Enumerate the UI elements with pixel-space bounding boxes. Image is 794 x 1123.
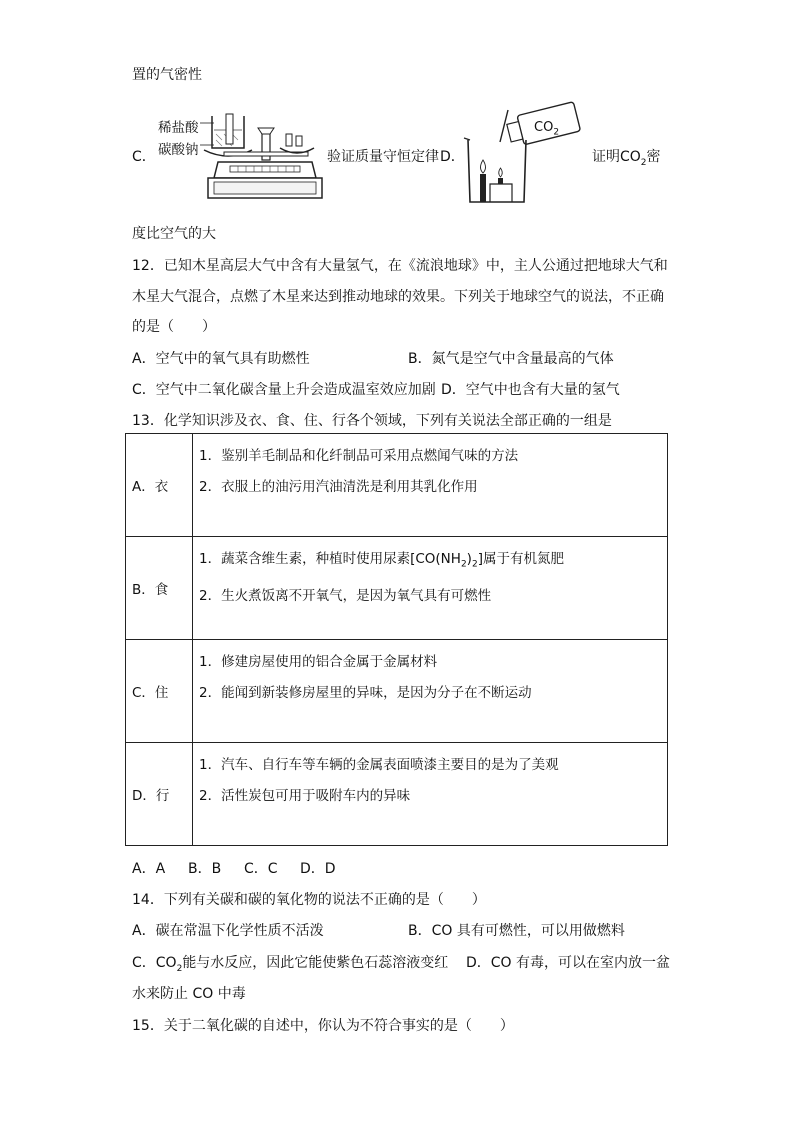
q12-stem-line3: 的是（ ） [132,319,216,335]
statement-2: 2．能闻到新装修房屋里的异味，是因为分子在不断运动 [199,685,532,701]
statement-1: 1．汽车、自行车等车辆的金属表面喷漆主要目的是为了美观 [199,757,559,773]
table-row [126,743,668,846]
q11-option-c-caption: 验证质量守恒定律 [327,149,439,165]
table-row [126,640,668,743]
q12-stem-line1: 12．已知木星高层大气中含有大量氢气，在《流浪地球》中，主人公通过把地球大气和 [132,258,668,274]
q12-option-c: C．空气中二氧化碳含量上升会造成温室效应加剧 [132,382,436,398]
q12-option-a: A．空气中的氧气具有助燃性 [132,351,310,367]
co2-bottle-label: $CO_2$ [534,120,560,138]
statement-1: 1．蔬菜含维生素，种植时使用尿素$[CO(NH_2)_2]$属于有机氮肥 [199,551,564,570]
row-statements [193,640,668,743]
hydrochloric-acid-label: 稀盐酸 [158,120,199,136]
co2-candle-figure [460,98,590,210]
q11-line-tail: 置的气密性 [132,67,202,83]
q12-option-d: D．空气中也含有大量的氢气 [441,382,620,398]
q13-answer-c: C．C [244,861,278,877]
q14-option-c: C．$CO_2$能与水反应，因此它能使紫色石蕊溶液变红 [132,955,449,974]
statement-2: 2．衣服上的油污用汽油清洗是利用其乳化作用 [199,479,478,495]
q13-answer-d: D．D [300,861,336,877]
q11-option-c-label: C． [132,149,156,165]
table-row [126,434,668,537]
q13-table [125,433,668,846]
sodium-carbonate-label: 碳酸钠 [158,142,199,158]
q14-option-d-line2: 水来防止 CO 中毒 [132,986,246,1002]
q11-option-d-label: D． [440,149,465,165]
q12-stem-line2: 木星大气混合，点燃了木星来达到推动地球的效果。下列关于地球空气的说法，不正确 [132,289,664,305]
q14-option-d-line1: D．CO 有毒，可以在室内放一盆 [466,955,671,971]
row-label: C．住 [126,640,193,743]
q14-stem: 14．下列有关碳和碳的氧化物的说法不正确的是（ ） [132,892,486,908]
row-statements [193,537,668,640]
statement-1: 1．鉴别羊毛制品和化纤制品可采用点燃闻气味的方法 [199,448,519,464]
q13-answer-b: B．B [188,861,222,877]
statement-2: 2．活性炭包可用于吸附车内的异味 [199,788,411,804]
row-statements [193,743,668,846]
row-statements [193,434,668,537]
balance-apparatus-figure [200,108,325,204]
q14-option-a: A．碳在常温下化学性质不活泼 [132,923,324,939]
q11-option-d-caption: 证明$CO_2$密 [592,149,661,168]
statement-1: 1．修建房屋使用的铝合金属于金属材料 [199,654,438,670]
row-label: B．食 [126,537,193,640]
row-label: A．衣 [126,434,193,537]
q13-answer-a: A．A [132,861,166,877]
q14-option-b: B．CO 具有可燃性，可以用做燃料 [408,923,625,939]
statement-2: 2．生火煮饭离不开氧气，是因为氧气具有可燃性 [199,587,492,604]
q11-line-end: 度比空气的大 [132,226,216,242]
q12-option-b: B．氮气是空气中含量最高的气体 [408,351,614,367]
q15-stem: 15．关于二氧化碳的自述中，你认为不符合事实的是（ ） [132,1018,514,1034]
table-row [126,537,668,640]
row-label: D．行 [126,743,193,846]
q13-stem: 13．化学知识涉及衣、食、住、行各个领域，下列有关说法全部正确的一组是 [132,413,612,429]
